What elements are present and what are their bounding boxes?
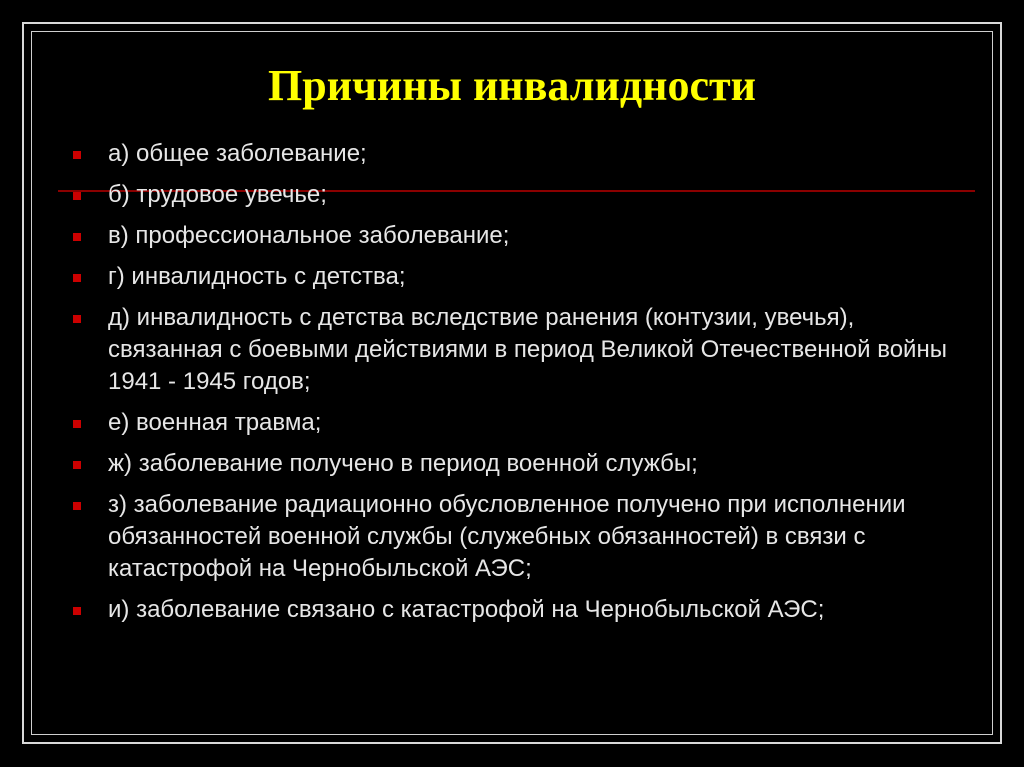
list-item-text: д) инвалидность с детства вследствие ранения (контузии, увечья), связанная с боевыми действиями в период Великой Отечественной войны 1941 - 1945 годов;	[108, 304, 947, 395]
list-item	[70, 179, 970, 211]
square-bullet-icon	[73, 233, 81, 241]
list-item-text: и) заболевание связано с катастрофой на Чернобыльской АЭС;	[108, 596, 825, 623]
list-item	[70, 138, 970, 170]
square-bullet-icon	[73, 420, 81, 428]
list-item	[70, 448, 970, 480]
bullet-list	[70, 138, 970, 635]
square-bullet-icon	[73, 192, 81, 200]
list-item-text: б) трудовое увечье;	[108, 181, 327, 208]
square-bullet-icon	[73, 274, 81, 282]
list-item-text: а) общее заболевание;	[108, 140, 367, 167]
list-item-text: ж) заболевание получено в период военной службы;	[108, 450, 698, 477]
list-item-text: в) профессиональное заболевание;	[108, 222, 510, 249]
list-item-text: з) заболевание радиационно обусловленное получено при исполнении обязанностей военной службы (служебных обязанностей) в связи с катастрофой на Чернобыльской АЭС;	[108, 491, 906, 582]
list-item	[70, 594, 970, 626]
list-item	[70, 302, 970, 398]
slide-title: Причины инвалидности	[268, 61, 756, 110]
list-item-text: г) инвалидность с детства;	[108, 263, 406, 290]
square-bullet-icon	[73, 315, 81, 323]
square-bullet-icon	[73, 502, 81, 510]
list-item	[70, 261, 970, 293]
list-item-text: е) военная травма;	[108, 409, 322, 436]
list-item	[70, 407, 970, 439]
list-item	[70, 220, 970, 252]
square-bullet-icon	[73, 461, 81, 469]
square-bullet-icon	[73, 607, 81, 615]
list-item	[70, 489, 970, 585]
square-bullet-icon	[73, 151, 81, 159]
